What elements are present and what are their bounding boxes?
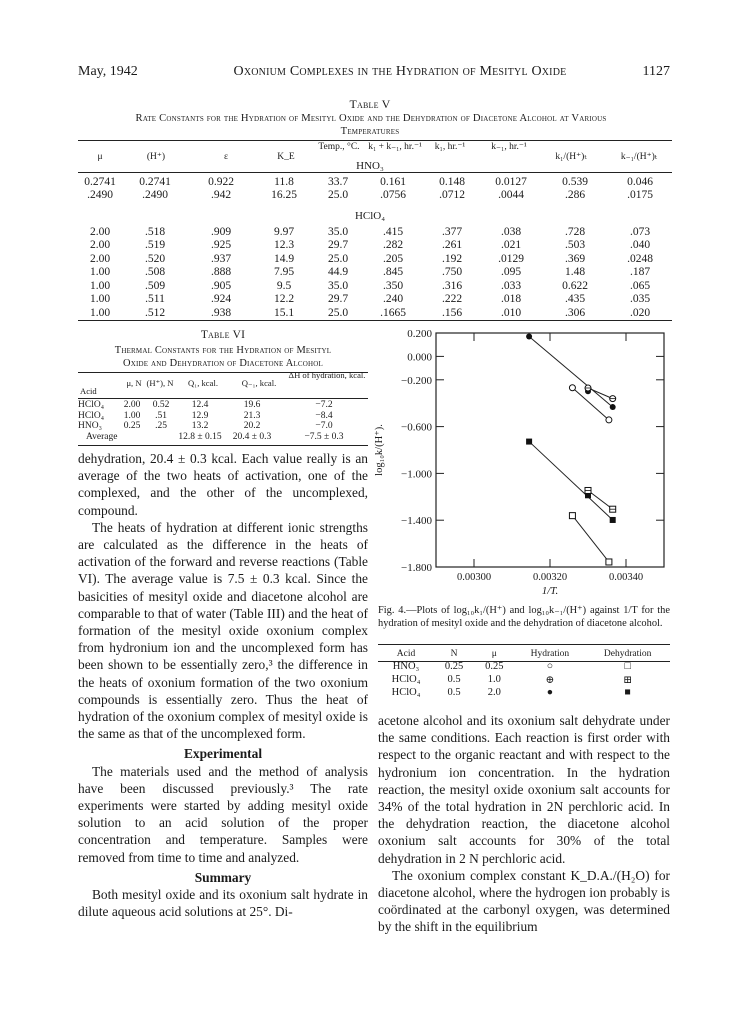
table-cell: .073 <box>629 225 651 238</box>
figure-caption: Fig. 4.—Plots of log₁₀k₁/(H⁺) and log₁₀k₋₁/(H⁺) against 1/T for the hydration of mesityl oxide and the dehydration of diacetone alcohol. <box>378 605 670 629</box>
table-cell: .937 <box>210 252 232 265</box>
col-header: K_E <box>277 152 295 162</box>
table-cell: .905 <box>210 279 232 292</box>
table-cell: .240 <box>382 293 404 306</box>
table-cell: 0.0127 <box>495 175 527 188</box>
col-header: μ, N <box>126 378 142 388</box>
section-heading-summary: Summary <box>194 869 252 885</box>
legend-cell: 2.0 <box>487 687 501 698</box>
table-cell: .0756 <box>380 189 406 202</box>
y-tick-label: 0.200 <box>407 328 432 340</box>
table-cell: 0.922 <box>208 175 234 188</box>
table-cell: 19.6 <box>243 400 261 411</box>
paragraph: dehydration, 20.4 ± 0.3 kcal. Each value really is an average of the two heats of activation, one of the complexed, and the other of the uncomplexed, compound. <box>78 451 368 518</box>
legend-cell: ⊞ <box>623 674 633 686</box>
table-cell: 12.8 ± 0.15 <box>178 431 222 442</box>
table-cell: 14.9 <box>273 252 295 265</box>
legend-header-cell: N <box>450 648 458 659</box>
legend-cell: ● <box>546 687 554 698</box>
table-cell: 12.9 <box>191 410 209 421</box>
table-cell: .728 <box>564 225 586 238</box>
x-tick-label: 0.00320 <box>532 572 568 583</box>
y-tick-label: 0.000 <box>407 351 432 364</box>
table-cell: .0248 <box>627 252 653 265</box>
col-header: Temp., °C. <box>318 142 360 152</box>
table-cell: 11.8 <box>274 175 294 188</box>
table5-group-hno3-rows <box>78 175 672 202</box>
table-cell: .511 <box>145 293 165 306</box>
table-cell: .038 <box>500 225 522 238</box>
table-cell: .750 <box>441 266 463 279</box>
y-tick-label: −1.800 <box>401 562 432 574</box>
table-cell: .925 <box>210 239 232 252</box>
data-point <box>606 417 612 423</box>
table-cell: −7.2 <box>315 400 333 411</box>
paragraph: acetone alcohol and its oxonium salt dehydrate under the same conditions. Each reaction is first order with respect to the organic reactant and with respect to the hydronium ion concentration. In the hydration reaction, the mesityl oxide oxonium salt accounts for 34% of the total hydration in 2N perchloric acid. In the dehydration reaction, the diacetone alcohol oxonium salt accounts for 30% of the total dehydration in 2 N perchloric acid. <box>378 713 670 866</box>
table-cell: 20.2 <box>243 421 261 432</box>
table-row <box>78 400 368 411</box>
paragraph: The materials used and the method of analysis have been discussed previously.³ The rate experiments were started by adding mesityl oxide solution to an acid solution of the proper concentration and temperature. Samples were removed from time to time and analyzed. <box>78 763 368 865</box>
table-cell: 0.25 <box>123 421 141 432</box>
table-cell: 9.5 <box>276 279 292 292</box>
col-header: (H⁺) <box>146 152 166 162</box>
table-cell: .065 <box>629 279 651 292</box>
legend-top-rule <box>378 644 670 645</box>
table-cell: 0.539 <box>562 175 588 188</box>
legend-header-cell: Dehydration <box>603 648 652 659</box>
table-cell: 25.0 <box>327 252 349 265</box>
plot-frame <box>436 333 664 567</box>
col-header: k₁ + k₋₁, hr.⁻¹ <box>368 142 422 152</box>
table-cell: .222 <box>441 293 463 306</box>
table-cell: 29.7 <box>327 239 349 252</box>
table-cell: 25.0 <box>327 306 349 319</box>
y-tick-label: −1.000 <box>401 468 432 481</box>
table-cell: .415 <box>382 225 404 238</box>
paragraph: Both mesityl oxide and its oxonium salt hydrate in dilute aqueous acid solutions at 25°. Di- <box>78 887 368 920</box>
y-tick-label: −0.600 <box>401 421 432 434</box>
table6-header-rule <box>78 398 368 399</box>
table-cell: .261 <box>441 239 463 252</box>
legend-cell: 0.25 <box>444 661 464 672</box>
table-cell: .095 <box>500 266 522 279</box>
table-cell: 1.00 <box>89 306 111 319</box>
table-cell: .509 <box>144 279 166 292</box>
table-cell: 1.00 <box>89 279 111 292</box>
table-cell: 0.622 <box>562 279 588 292</box>
legend-header-cell: Acid <box>396 648 416 659</box>
table6-bottom-rule <box>78 445 368 446</box>
table5-group-hno3: HNO₃ <box>356 160 384 172</box>
legend-cell: 0.25 <box>485 661 504 672</box>
table-row <box>78 189 672 203</box>
table5-group-hclo4: HClO₄ <box>354 210 386 222</box>
data-point <box>569 385 575 391</box>
col-header: k₋₁, hr.⁻¹ <box>491 142 527 152</box>
legend-cell: ○ <box>546 661 554 672</box>
table-cell: .0129 <box>498 252 524 265</box>
table-row <box>78 279 672 293</box>
header-title: Oxonium Complexes in the Hydration of Mesityl Oxide <box>233 64 567 79</box>
table-cell: .0044 <box>498 189 524 202</box>
table-cell: 0.148 <box>439 175 465 188</box>
legend-cell: HNO₃ <box>392 661 420 672</box>
table-cell: 12.3 <box>273 239 295 252</box>
table-cell: 44.9 <box>327 266 349 279</box>
table-cell: −7.0 <box>315 421 333 432</box>
legend-header-row <box>378 647 670 660</box>
table-cell: .316 <box>441 279 463 292</box>
table-row <box>78 266 672 280</box>
data-point <box>610 404 616 410</box>
table-cell: .909 <box>210 225 232 238</box>
table-cell: .888 <box>210 266 232 279</box>
y-tick-label: −1.400 <box>401 515 432 528</box>
chart-svg <box>370 325 670 605</box>
table5-title-cont: Temperatures <box>340 126 400 137</box>
series-line <box>570 513 611 565</box>
table-cell: HNO₃ <box>78 421 102 432</box>
table-cell: 25.0 <box>327 189 349 202</box>
legend-cell: □ <box>624 661 631 672</box>
table-cell: 12.2 <box>273 293 295 306</box>
table-cell: .938 <box>210 306 232 319</box>
col-header: ε <box>224 152 228 162</box>
table-cell: .0712 <box>439 189 465 202</box>
section-heading-experimental: Experimental <box>183 746 263 762</box>
left-column <box>78 450 368 920</box>
table-cell: .435 <box>564 293 586 306</box>
legend-header-cell: Hydration <box>530 648 570 659</box>
series-line <box>527 439 615 522</box>
col-header: (H⁺), N <box>146 378 174 388</box>
col-header: Acid <box>80 386 97 396</box>
table-cell: .350 <box>382 279 404 292</box>
table-cell: .518 <box>144 225 166 238</box>
table-cell: 16.25 <box>271 189 297 202</box>
table-cell: 15.1 <box>273 306 295 319</box>
table-cell: 12.4 <box>191 400 209 411</box>
table-cell: HClO₄ <box>78 400 105 411</box>
table-cell: .192 <box>441 252 463 265</box>
legend-cell: ■ <box>624 687 631 698</box>
table-cell: .205 <box>382 252 404 265</box>
legend-row <box>378 686 670 699</box>
table-cell: .508 <box>144 266 166 279</box>
table5-title: Rate Constants for the Hydration of Mesityl Oxide and the Dehydration of Diacetone Alcohol at Various <box>135 113 607 124</box>
table-cell: 20.4 ± 0.3 <box>232 431 272 442</box>
table-cell: .942 <box>210 189 232 202</box>
table-cell: .51 <box>155 410 167 421</box>
col-header: k₋₁/(H⁺)ₜ <box>620 152 658 162</box>
table-cell: .0175 <box>627 189 653 202</box>
paragraph: The heats of hydration at different ionic strengths are calculated as the difference in the heats of activation of the forward and reverse reactions (Table VI). The average value is 7.5 ± 0.3 kcal. Since the basicities of mesityl oxide and diacetone alcohol are comparable to that of water (Table III) and the heat of formation of the mesityl oxide oxonium complex from hydronium ion and the uncomplexed form has been shown to be essentially zero,³ the difference in the heats of oxonium formation of the two oxonium compounds is essentially zero. Thus the heat of hydration of the oxonium complex of mesityl oxide is the same as that of the uncomplexed form. <box>78 519 368 742</box>
table6-label: Table VI <box>200 329 246 341</box>
table-cell: HClO₄ <box>78 410 105 421</box>
table-cell: .845 <box>382 266 404 279</box>
figure-legend <box>378 647 670 699</box>
table-row <box>78 293 672 307</box>
table-cell: .033 <box>500 279 522 292</box>
table-cell: Average <box>86 431 118 442</box>
table-cell: .156 <box>441 306 463 319</box>
table-cell: 7.95 <box>273 266 295 279</box>
table-cell: −8.4 <box>315 410 333 421</box>
table-row <box>78 225 672 239</box>
col-header: k₁, hr.⁻¹ <box>434 142 466 152</box>
header-date: May, 1942 <box>78 64 138 79</box>
table-cell: 1.00 <box>123 410 141 421</box>
legend-header-rule <box>378 661 670 662</box>
legend-cell: HClO₄ <box>391 674 421 685</box>
table5-group-hclo4-rows <box>78 225 672 320</box>
table-cell: 35.0 <box>327 279 349 292</box>
table-row-average <box>78 432 368 443</box>
x-axis-label: 1/T. <box>541 585 559 597</box>
table-cell: .010 <box>500 306 522 319</box>
col-header: μ <box>97 152 103 162</box>
header-page-number: 1127 <box>642 64 670 79</box>
table-cell: 2.00 <box>89 239 111 252</box>
table-cell: .187 <box>629 266 651 279</box>
table-cell: 9.97 <box>273 225 295 238</box>
y-axis-label: log₁₀k/(H⁺). <box>374 424 385 476</box>
data-point <box>610 517 616 523</box>
x-tick-label: 0.00300 <box>456 572 492 583</box>
table-cell: 0.2741 <box>139 175 171 188</box>
table-cell: .924 <box>210 293 232 306</box>
table-cell: 1.00 <box>89 266 111 279</box>
table-row <box>78 252 672 266</box>
legend-cell: 0.5 <box>447 687 461 698</box>
table-cell: .286 <box>564 189 586 202</box>
col-header: k₁/(H⁺)ₜ <box>555 152 587 162</box>
table-cell: 35.0 <box>327 225 349 238</box>
table-row <box>78 306 672 320</box>
table-cell: .035 <box>629 293 651 306</box>
legend-row <box>378 673 670 686</box>
y-tick-label: −0.200 <box>401 374 432 387</box>
table-cell: .1665 <box>380 306 406 319</box>
table5-bottom-rule <box>78 320 672 321</box>
table-cell: 2.00 <box>89 225 111 238</box>
x-tick-label: 0.00340 <box>608 572 644 583</box>
col-header: Q₋₁, kcal. <box>241 378 277 388</box>
table6-header-row <box>78 370 368 397</box>
table-cell: 2.00 <box>123 400 141 411</box>
data-point <box>606 559 612 565</box>
table-cell: .306 <box>564 306 586 319</box>
table-cell: 29.7 <box>327 293 349 306</box>
figure-4-chart <box>370 325 670 605</box>
table-row <box>78 239 672 253</box>
paragraph: The oxonium complex constant K_D.A./(H₂O) for diacetone alcohol, where the hydrogen ion probably is coördinated at the carbonyl oxygen, was determined by the shift in the equilibrium <box>378 867 670 935</box>
col-header: Q₁, kcal. <box>188 378 218 388</box>
table-cell: .021 <box>500 239 522 252</box>
table-cell: .2490 <box>142 189 168 202</box>
table-cell: 13.2 <box>191 421 209 432</box>
table-cell: 1.48 <box>564 266 586 279</box>
table-cell: .018 <box>500 293 522 306</box>
right-column <box>378 712 670 936</box>
table-row <box>78 411 368 422</box>
table-cell: .282 <box>382 239 404 252</box>
table-cell: 0.046 <box>627 175 653 188</box>
legend-header-cell: μ <box>491 648 497 659</box>
table-cell: 2.00 <box>89 252 111 265</box>
table-cell: .512 <box>144 306 166 319</box>
table-cell: 0.161 <box>380 175 406 188</box>
table6-title-cont: Oxide and Dehydration of Diacetone Alcohol <box>122 358 324 369</box>
table-cell: −7.5 ± 0.3 <box>304 431 344 442</box>
table-cell: .503 <box>564 239 586 252</box>
table5-label: Table V <box>349 97 391 111</box>
table-cell: .377 <box>441 225 463 238</box>
legend-cell: ⊕ <box>545 674 555 686</box>
table-cell: .040 <box>629 239 651 252</box>
legend-cell: HClO₄ <box>391 687 421 698</box>
table-cell: .369 <box>564 252 586 265</box>
table-cell: 21.3 <box>243 410 261 421</box>
col-header: ΔH of hydration, kcal. <box>288 370 366 380</box>
table-cell: 0.2741 <box>84 175 116 188</box>
data-point <box>569 513 575 519</box>
table-row <box>78 421 368 432</box>
table6-title: Thermal Constants for the Hydration of Mesityl <box>114 345 332 356</box>
table-cell: 33.7 <box>327 175 349 188</box>
table-cell: .519 <box>144 239 166 252</box>
table-cell: 0.52 <box>152 400 170 411</box>
table-row <box>78 175 672 189</box>
data-point <box>526 439 532 445</box>
table5-header-rule <box>78 172 672 173</box>
table6-body <box>78 400 368 442</box>
table-cell: 1.00 <box>89 293 111 306</box>
legend-cell: 0.5 <box>447 674 461 685</box>
table-cell: .25 <box>155 421 167 432</box>
table-cell: .2490 <box>87 189 113 202</box>
table-cell: .520 <box>144 252 166 265</box>
series-line <box>527 335 615 409</box>
data-point <box>526 334 532 340</box>
table-cell: .020 <box>629 306 651 319</box>
legend-cell: 1.0 <box>487 674 501 685</box>
